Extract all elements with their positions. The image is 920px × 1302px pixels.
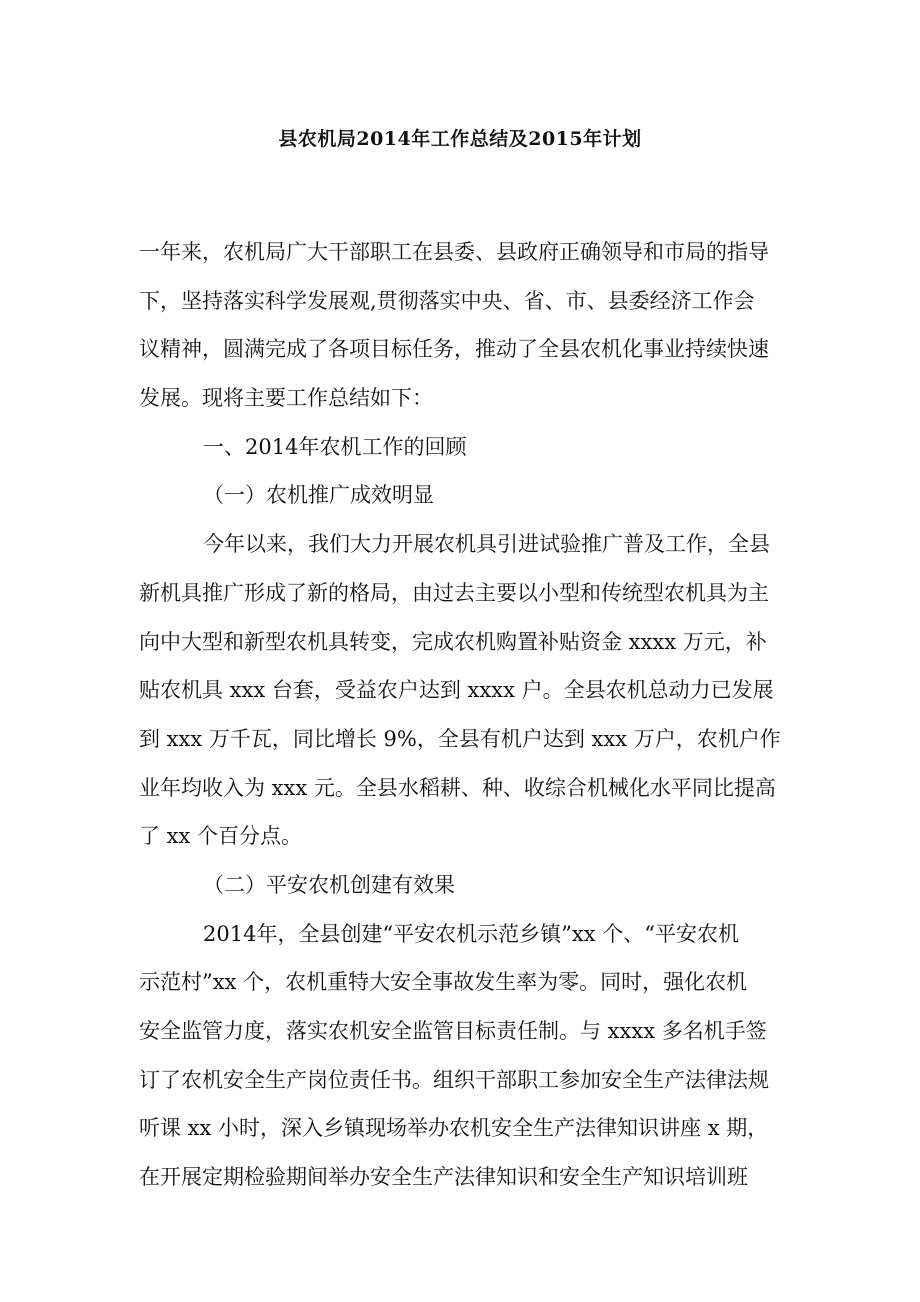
text-line: 贴农机具 xxx 台套，受益农户达到 xxxx 户。全县农机总动力已发展 <box>139 678 774 703</box>
text-line: 示范村”xx 个，农机重特大安全事故发生率为零。同时，强化农机 <box>139 970 748 995</box>
text-line: 了 xx 个百分点。 <box>139 824 303 849</box>
text-line: 业年均收入为 xxx 元。全县水稻耕、种、收综合机械化水平同比提高 <box>139 775 776 800</box>
text-line: 下，坚持落实科学发展观,贯彻落实中央、省、市、县委经济工作会 <box>139 288 755 313</box>
text-line: （二）平安农机创建有效果 <box>203 872 455 897</box>
text-line: 2014年，全县创建“平安农机示范乡镇”xx 个、“平安农机 <box>203 921 740 946</box>
text-line: 安全监管力度，落实农机安全监管目标责任制。与 xxxx 多名机手签 <box>139 1019 767 1043</box>
document-title: 县农机局2014年工作总结及2015年计划 <box>278 128 642 150</box>
text-line: 一年来，农机局广大干部职工在县委、县政府正确领导和市局的指导 <box>139 240 769 264</box>
text-line: 向中大型和新型农机具转变，完成农机购置补贴资金 xxxx 万元，补 <box>139 629 767 654</box>
text-line: 议精神，圆满完成了各项目标任务，推动了全县农机化事业持续快速 <box>139 337 769 362</box>
text-line: 一、2014年农机工作的回顾 <box>203 434 467 459</box>
text-line: 在开展定期检验期间举办安全生产法律知识和安全生产知识培训班 <box>139 1165 748 1190</box>
text-line: 新机具推广形成了新的格局，由过去主要以小型和传统型农机具为主 <box>139 580 769 605</box>
text-line: 发展。现将主要工作总结如下： <box>139 386 433 411</box>
text-line: （一）农机推广成效明显 <box>203 483 434 508</box>
document-body <box>139 228 784 1202</box>
text-line: 到 xxx 万千瓦，同比增长 9%，全县有机户达到 xxx 万户，农机户作 <box>139 726 781 751</box>
text-line: 听课 xx 小时，深入乡镇现场举办农机安全生产法律知识讲座 x 期， <box>139 1116 769 1141</box>
text-line: 今年以来，我们大力开展农机具引进试验推广普及工作，全县 <box>203 532 770 557</box>
text-line: 订了农机安全生产岗位责任书。组织干部职工参加安全生产法律法规 <box>139 1067 769 1092</box>
